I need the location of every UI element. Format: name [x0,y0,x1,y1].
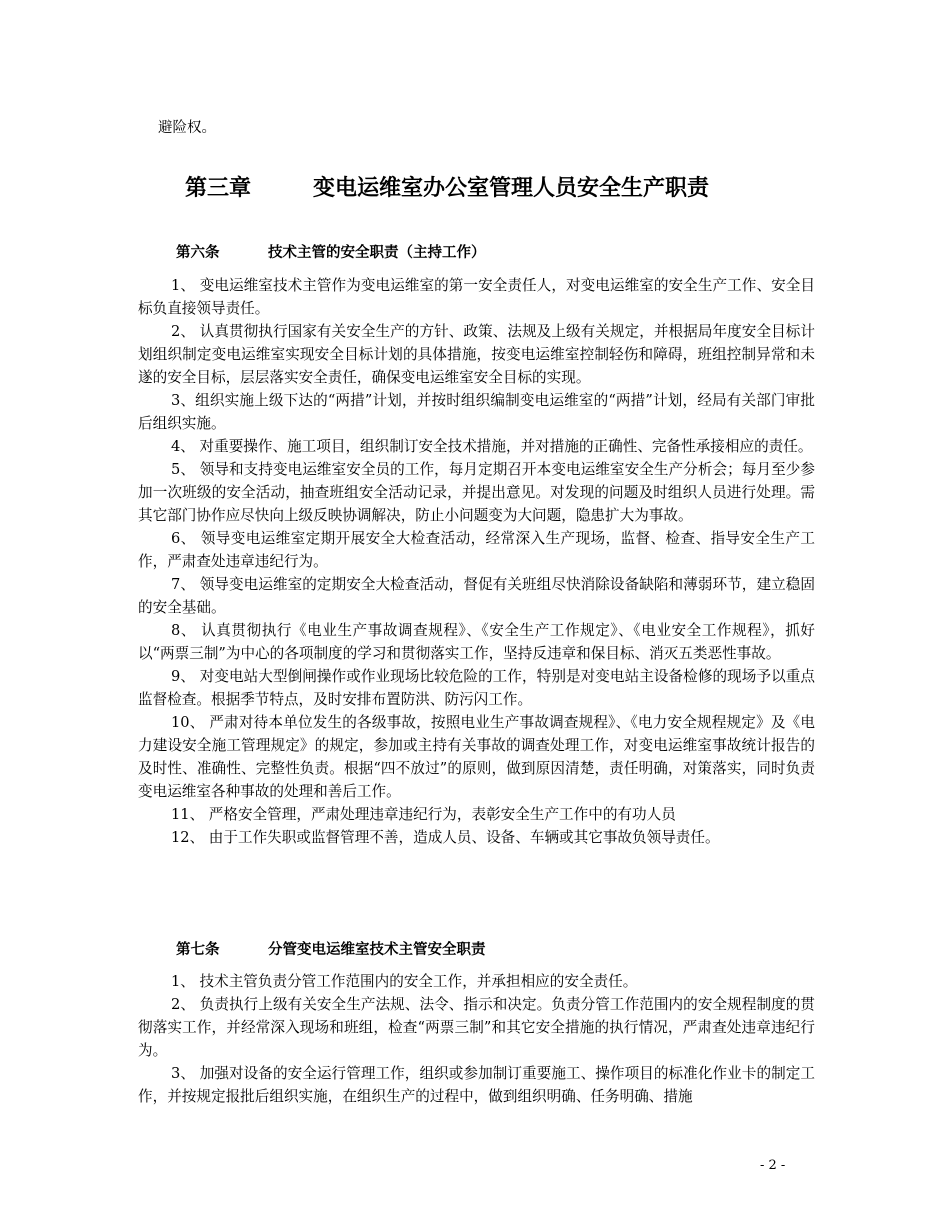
list-item: 12、 由于工作失职或监督管理不善，造成人员、设备、车辆或其它事故负领导责任。 [171,829,720,846]
list-item: 1、 变电运维室技术主管作为变电运维室的第一安全责任人，对变电运维室的安全生产工作、安全目标负直接领导责任。 [138,277,815,317]
list-item: 5、 领导和支持变电运维室安全员的工作，每月定期召开本变电运维室安全生产分析会；每月至少参加一次班级的安全活动，抽查班组安全活动记录，并提出意见。对发现的问题及时组织人员进行处理。需其它部门协作应尽快向上级反映协调解决，防止小问题变为大问题，隐患扩大为事故。 [138,461,815,524]
list-item: 4、 对重要操作、施工项目，组织制订安全技术措施，并对措施的正确性、完备性承接相应的责任。 [171,438,813,455]
list-item: 1、 技术主管负责分管工作范围内的安全工作，并承担相应的安全责任。 [171,973,638,990]
article-6-number: 第六条 [176,245,220,261]
article-7-body [138,970,815,1108]
article-6-title: 技术主管的安全职责（主持工作） [268,245,486,261]
chapter-title: 变电运维室办公室管理人员安全生产职责 [313,176,710,201]
list-item: 11、 严格安全管理，严肃处理违章违纪行为，表彰安全生产工作中的有功人员 [171,806,676,823]
page-number: - 2 - [760,1158,786,1173]
list-item: 3、 加强对设备的安全运行管理工作，组织或参加制订重要施工、操作项目的标准化作业卡的制定工作，并按规定报批后组织实施，在组织生产的过程中，做到组织明确、任务明确、措施 [138,1065,815,1105]
chapter-heading [185,174,825,204]
carryover-text: 避险权。 [158,120,216,136]
article-6-body [138,274,815,849]
article-7-title: 分管变电运维室技术主管安全职责 [268,942,486,958]
list-item: 7、 领导变电运维室的定期安全大检查活动，督促有关班组尽快消除设备缺陷和薄弱环节，建立稳固的安全基础。 [138,576,815,616]
list-item: 2、 负责执行上级有关安全生产法规、法令、指示和决定。负责分管工作范围内的安全规程制度的贯彻落实工作，并经常深入现场和班组，检查“两票三制”和其它安全措施的执行情况，严肃查处违章违纪行为。 [138,996,815,1059]
list-item: 6、 领导变电运维室定期开展安全大检查活动，经常深入生产现场，监督、检查、指导安全生产工作，严肃查处违章违纪行为。 [138,530,815,570]
article-6-heading [176,243,486,263]
article-7-number: 第七条 [176,942,220,958]
list-item: 8、 认真贯彻执行《电业生产事故调查规程》、《安全生产工作规定》、《电业安全工作规程》，抓好以“两票三制”为中心的各项制度的学习和贯彻落实工作，坚持反违章和保目标、消灭五类恶性事故。 [138,622,815,662]
chapter-number: 第三章 [185,176,252,201]
article-7-heading [176,940,486,960]
list-item: 10、 严肃对待本单位发生的各级事故，按照电业生产事故调查规程》、《电力安全规程规定》及《电力建设安全施工管理规定》的规定，参加或主持有关事故的调查处理工作，对变电运维室事故统计报告的及时性、准确性、完整性负责。根据“四不放过”的原则，做到原因清楚，责任明确，对策落实，同时负责变电运维室各种事故的处理和善后工作。 [138,714,815,800]
list-item: 3、组织实施上级下达的“两措”计划，并按时组织编制变电运维室的“两措”计划，经局有关部门审批后组织实施。 [138,392,815,432]
list-item: 9、 对变电站大型倒闸操作或作业现场比较危险的工作，特别是对变电站主设备检修的现场予以重点监督检查。根据季节特点，及时安排布置防洪、防污闪工作。 [138,668,815,708]
list-item: 2、 认真贯彻执行国家有关安全生产的方针、政策、法规及上级有关规定，并根据局年度安全目标计划组织制定变电运维室实现安全目标计划的具体措施，按变电运维室控制轻伤和障碍，班组控制异常和未遂的安全目标，层层落实安全责任，确保变电运维室安全目标的实现。 [138,323,815,386]
